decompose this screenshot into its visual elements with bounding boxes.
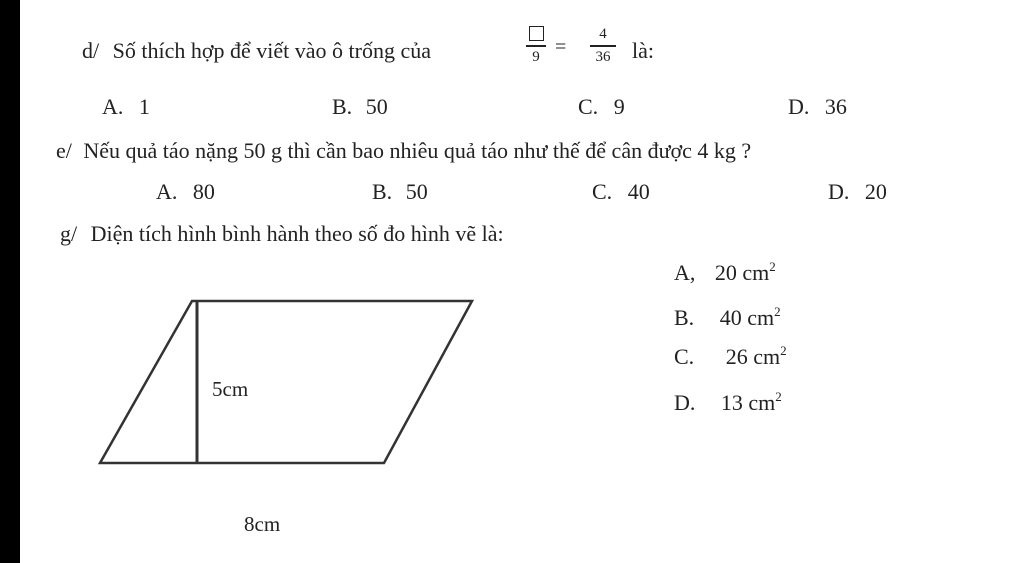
fraction-right-numerator: 4 [599,26,607,42]
option-d-d[interactable]: D. 36 [788,94,847,119]
question-g-label: g/ [60,221,78,246]
question-d-suffix: là: [632,38,654,63]
option-d-a[interactable]: A. 1 [102,94,150,119]
option-e-d[interactable]: D. 20 [828,179,887,204]
option-g-d[interactable]: D. 13 $cm^2$ [674,389,782,415]
equals-sign: = [555,36,567,58]
option-d-c[interactable]: C. 9 [578,94,625,119]
fraction-left-denominator: 9 [532,48,540,65]
option-g-b[interactable]: B. 40 $cm^2$ [674,304,781,330]
option-g-a[interactable]: A, 20 $cm^2$ [674,259,776,285]
option-e-b[interactable]: B. 50 [372,179,428,204]
height-label: 5cm [212,377,249,401]
worksheet-page [20,0,1024,563]
parallelogram-shape [100,301,472,463]
option-e-a[interactable]: A. 80 [156,179,215,204]
option-d-b[interactable]: B. 50 [332,94,388,119]
question-d-text: Số thích hợp để viết vào ô trống của [112,38,431,63]
question-e-text: Nếu quả táo nặng 50 g thì cần bao nhiêu quả táo như thế để cân được 4 kg ? [83,138,752,163]
option-g-c[interactable]: C. 26 $cm^2$ [674,343,787,369]
question-g-text: Diện tích hình bình hành theo số đo hình vẽ là: [90,221,504,246]
base-label: 8cm [244,512,281,536]
question-d-label: d/ [82,38,100,63]
fraction-right-denominator: 36 [595,48,611,65]
option-e-c[interactable]: C. 40 [592,179,650,204]
question-e-label: e/ [56,138,72,163]
parallelogram-figure [20,0,1024,563]
